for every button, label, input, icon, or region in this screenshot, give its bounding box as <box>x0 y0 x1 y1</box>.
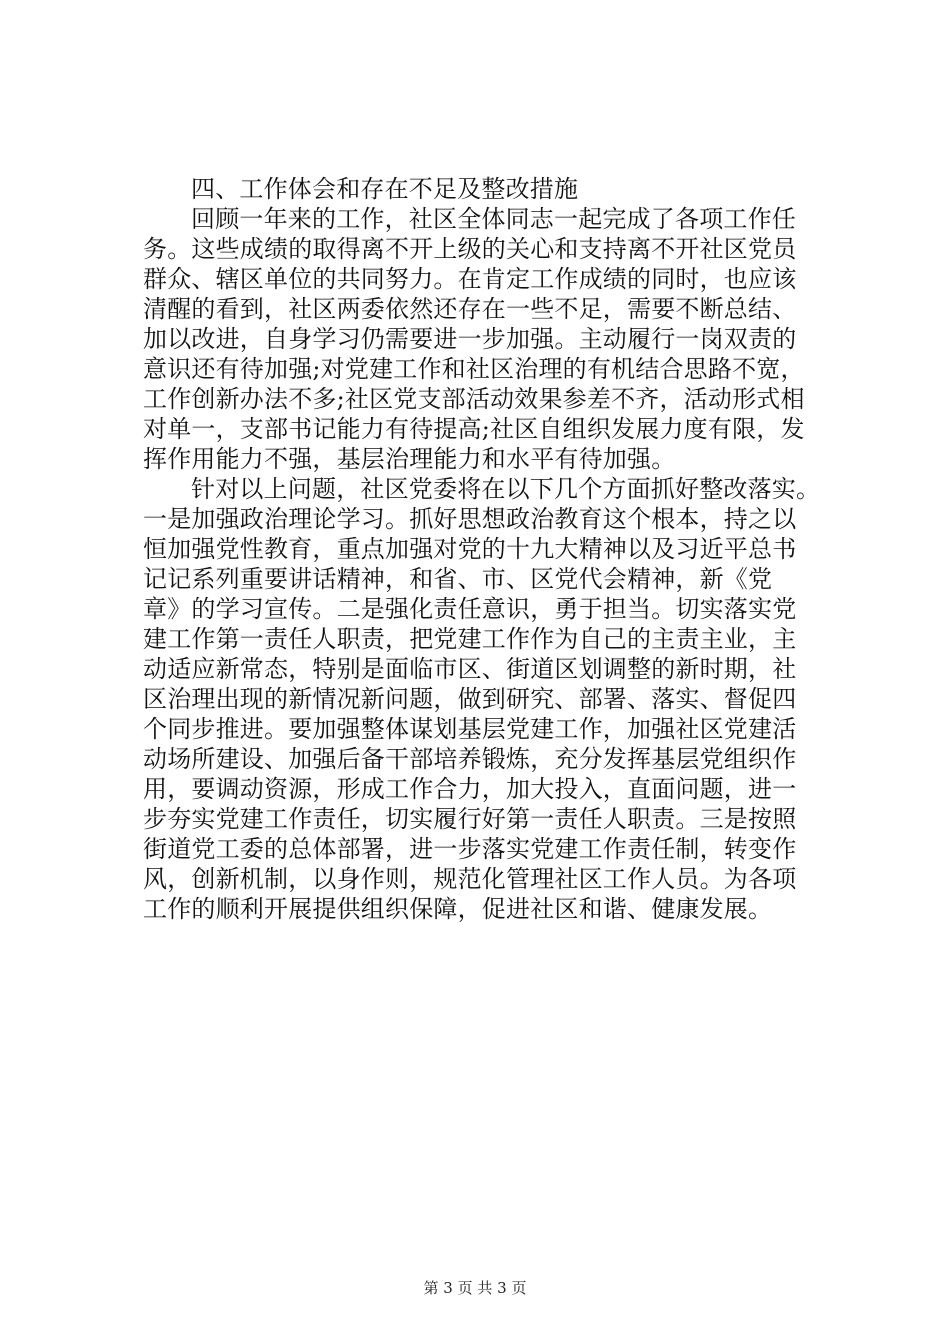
paragraph-line: 工作创新办法不多;社区党支部活动效果参差不齐，活动形式相 <box>143 385 805 413</box>
paragraph-line: 建工作第一责任人职责，把党建工作作为自己的主责主业，主 <box>143 625 797 653</box>
paragraph-line: 针对以上问题，社区党委将在以下几个方面抓好整改落实。 <box>191 475 821 503</box>
paragraph-line: 回顾一年来的工作，社区全体同志一起完成了各项工作任 <box>191 205 796 233</box>
section-heading: 四、工作体会和存在不足及整改措施 <box>191 175 579 203</box>
paragraph-line: 务。这些成绩的取得离不开上级的关心和支持离不开社区党员 <box>143 235 797 263</box>
paragraph-line: 群众、辖区单位的共同努力。在肯定工作成绩的同时，也应该 <box>143 265 797 293</box>
paragraph-line: 章》的学习宣传。二是强化责任意识，勇于担当。切实落实党 <box>143 595 797 623</box>
paragraph-line: 清醒的看到，社区两委依然还存在一些不足，需要不断总结、 <box>143 295 797 323</box>
paragraph-line: 恒加强党性教育，重点加强对党的十九大精神以及习近平总书 <box>143 535 797 563</box>
paragraph-line: 步夯实党建工作责任，切实履行好第一责任人职责。三是按照 <box>143 805 797 833</box>
paragraph-line: 街道党工委的总体部署，进一步落实党建工作责任制，转变作 <box>143 835 797 863</box>
paragraph-line: 动场所建设、加强后备干部培养锻炼，充分发挥基层党组织作 <box>143 745 797 773</box>
paragraph-line: 记记系列重要讲话精神，和省、市、区党代会精神，新《党 <box>143 565 773 593</box>
paragraph-review <box>143 204 815 474</box>
paragraph-line: 风，创新机制，以身作则，规范化管理社区工作人员。为各项 <box>143 865 797 893</box>
paragraph-rectification <box>143 474 821 924</box>
paragraph-line: 个同步推进。要加强整体谋划基层党建工作，加强社区党建活 <box>143 715 797 743</box>
paragraph-line: 一是加强政治理论学习。抓好思想政治教育这个根本，持之以 <box>143 505 797 533</box>
paragraph-line: 挥作用能力不强，基层治理能力和水平有待加强。 <box>143 445 676 473</box>
page-number-footer: 第 3 页 共 3 页 <box>423 1279 527 1297</box>
paragraph-line: 对单一，支部书记能力有待提高;社区自组织发展力度有限，发 <box>143 415 805 443</box>
paragraph-line: 工作的顺利开展提供组织保障，促进社区和谐、健康发展。 <box>143 895 773 923</box>
paragraph-line: 意识还有待加强;对党建工作和社区治理的有机结合思路不宽， <box>143 355 805 383</box>
paragraph-line: 动适应新常态，特别是面临市区、街道区划调整的新时期，社 <box>143 655 797 683</box>
document-body <box>143 174 821 924</box>
paragraph-line: 区治理出现的新情况新问题，做到研究、部署、落实、督促四 <box>143 685 797 713</box>
paragraph-line: 用，要调动资源，形成工作合力，加大投入，直面问题，进一 <box>143 775 797 803</box>
paragraph-line: 加以改进，自身学习仍需要进一步加强。主动履行一岗双责的 <box>143 325 797 353</box>
